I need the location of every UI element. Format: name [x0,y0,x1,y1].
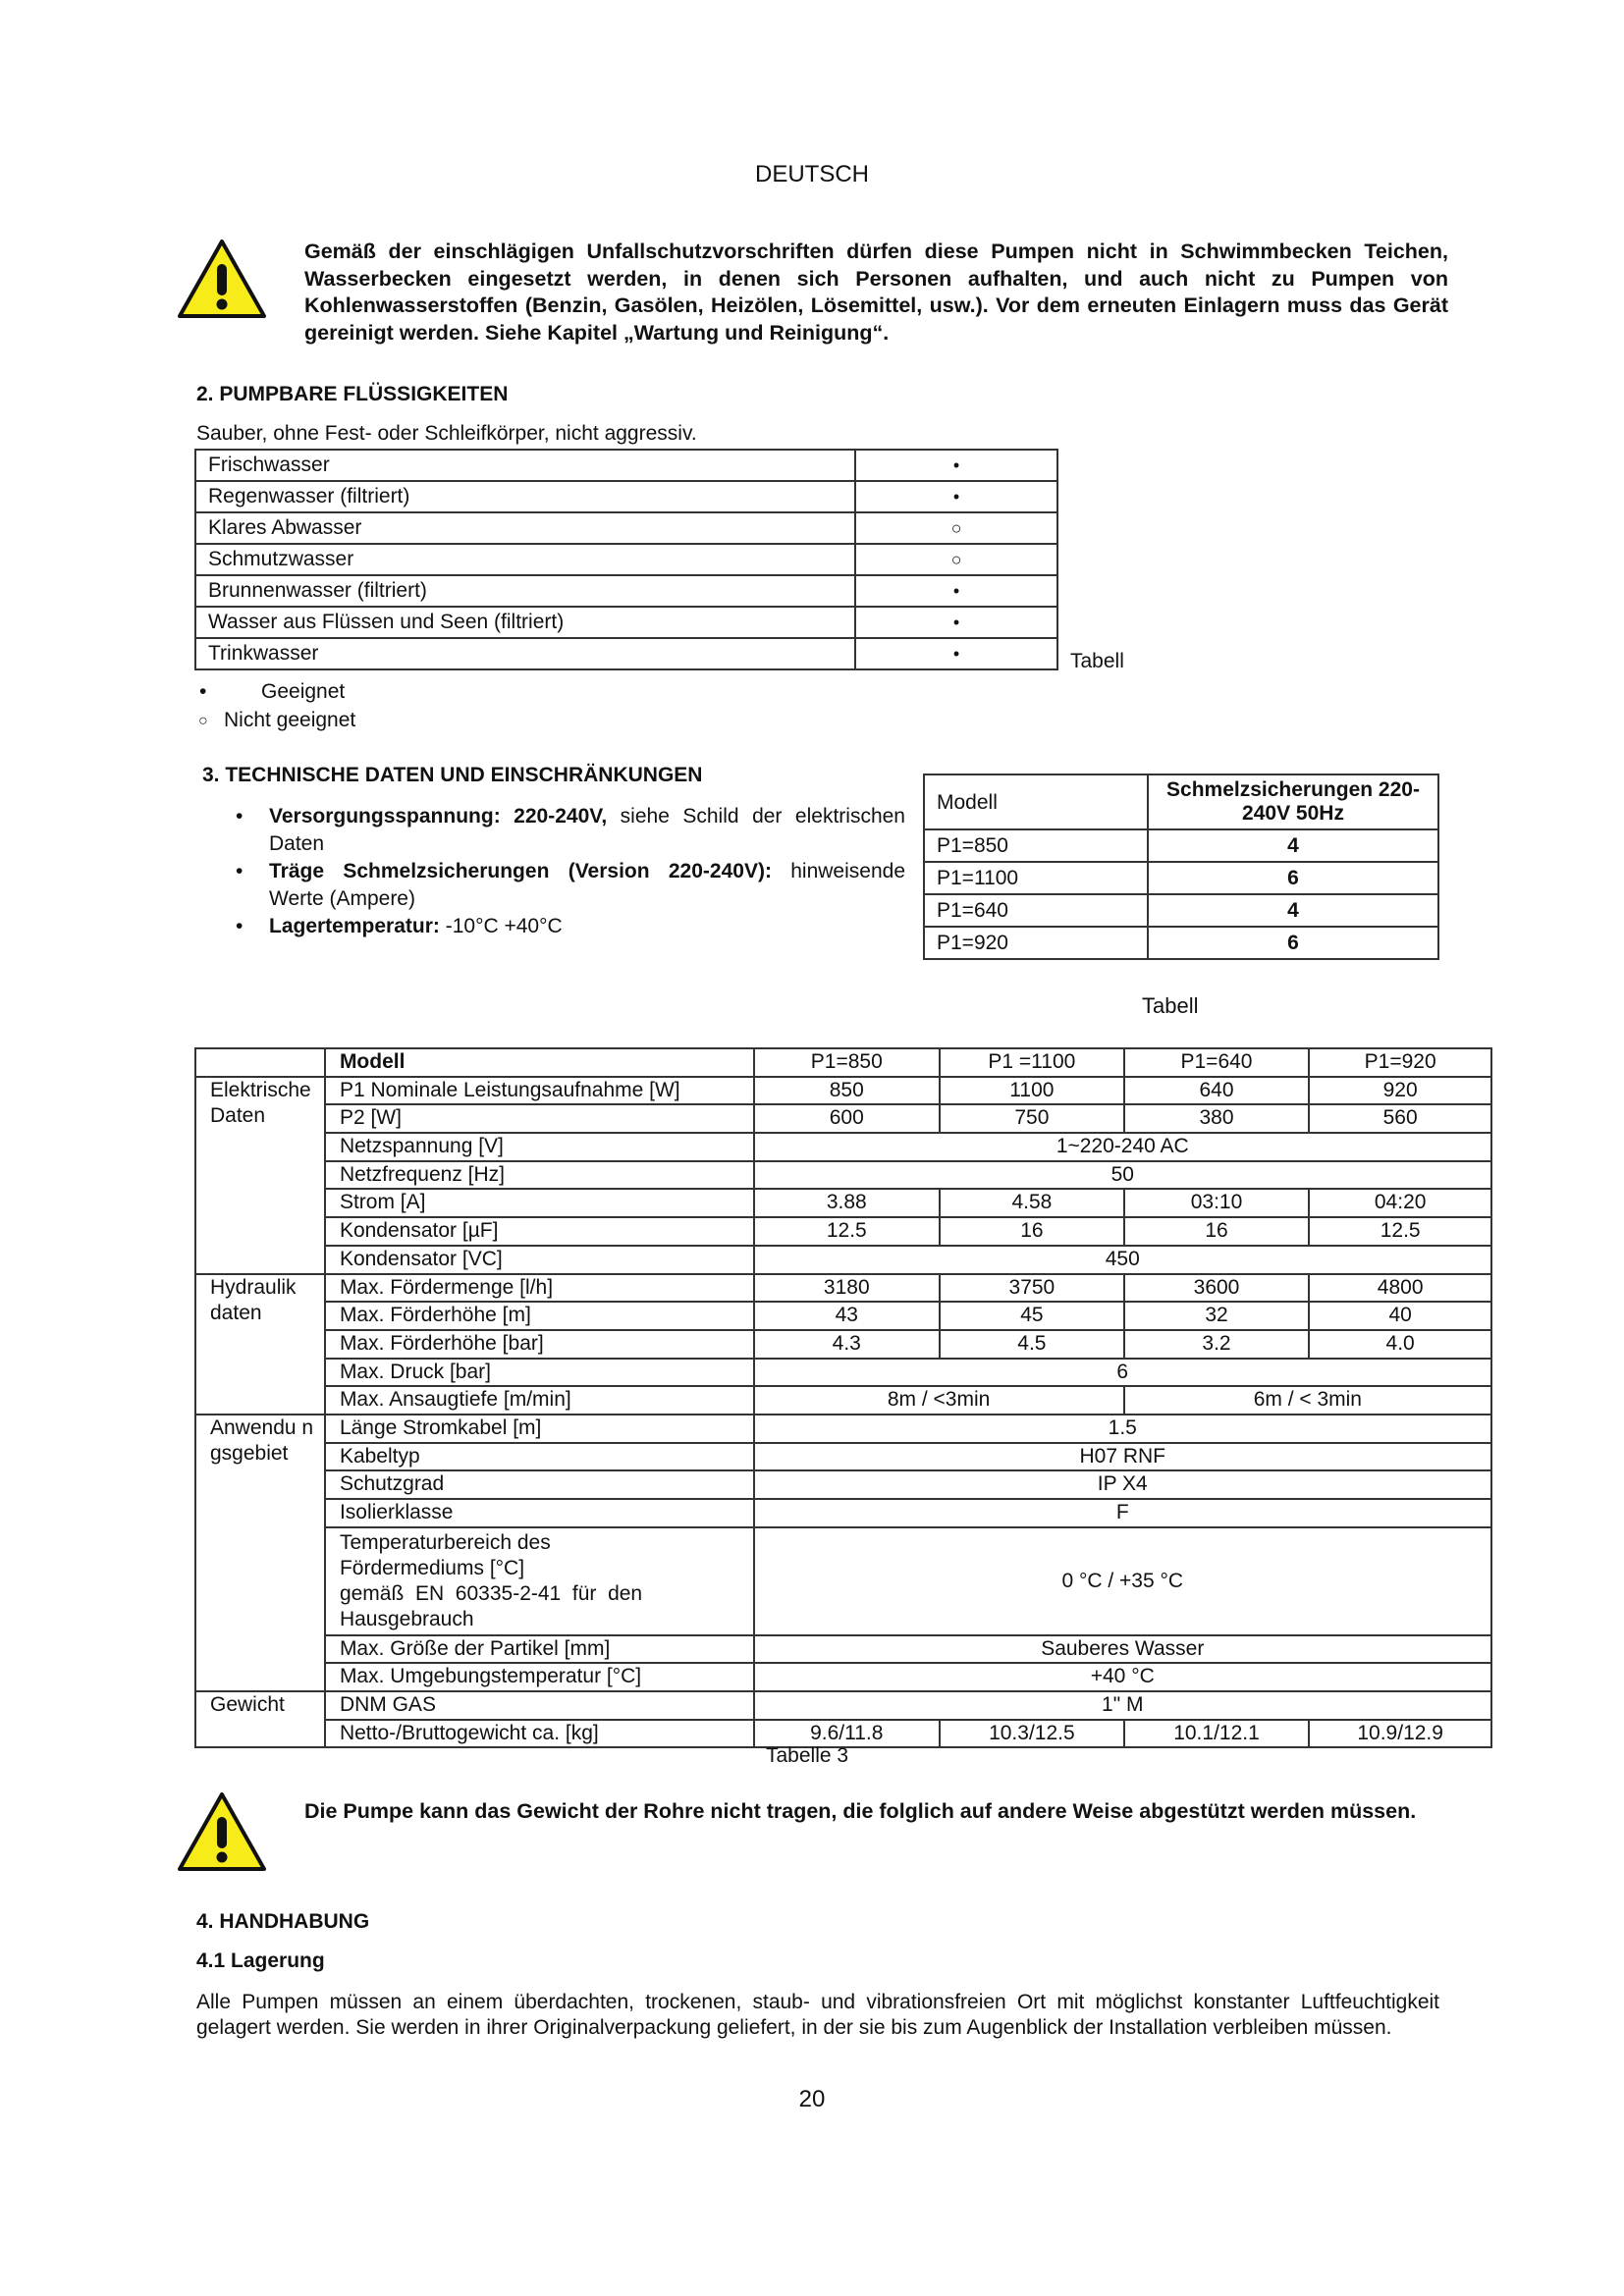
cell-value: 0 °C / +35 °C [754,1527,1492,1635]
section-4-title: 4. HANDHABUNG [196,1910,370,1933]
table-row [924,862,1438,894]
fuse-value: 4 [1148,829,1438,862]
category-empty [195,1048,325,1077]
row-label: Kondensator [µF] [325,1217,754,1246]
model: P1=640 [924,894,1148,927]
cell-value: 4.5 [940,1330,1124,1359]
warning-text-pipes: Die Pumpe kann das Gewicht der Rohre nicht tragen, die folglich auf andere Weise abgestützt werden müssen. [304,1799,1417,1823]
header-model: Modell [325,1048,754,1077]
table-row [195,575,1057,607]
bullet-text: siehe Schild der elektrischen Daten [269,805,905,855]
cell-value: 4.0 [1309,1330,1491,1359]
cell-value: 40 [1309,1302,1491,1330]
tech-data-list [206,803,905,940]
bullet-text: -10°C +40°C [439,915,563,937]
row-label: Max. Umgebungstemperatur [°C] [325,1663,754,1691]
cell-value: 560 [1309,1104,1491,1133]
model: P1=1100 [924,862,1148,894]
table-row [924,927,1438,959]
table-row [195,1443,1491,1471]
row-label: P2 [W] [325,1104,754,1133]
model: P1=850 [924,829,1148,862]
table-row [195,1133,1491,1161]
model-header: P1=850 [754,1048,941,1077]
category-weight: Gewicht [195,1691,325,1747]
legend-suitable-label: Geeignet [261,680,346,703]
cell-value: 3.88 [754,1189,941,1217]
cell-value: 4.3 [754,1330,941,1359]
warning-text-pool: Gemäß der einschlägigen Unfallschutzvorschriften dürfen diese Pumpen nicht in Schwimmbecken Teichen, Wasserbecken eingesetzt werden, in denen sich Personen aufhalten, und auch nicht zu Pumpen von Kohlenwasserstoffen (Benzin, Gasölen, Heizölen, Lösemittel, usw.). Vor dem erneuten Einlagern muss das Gerät gereinigt werden. Siehe Kapitel „Wartung und Reinigung“. [304,240,1448,345]
cell-value: 6m / < 3min [1124,1386,1491,1415]
cell-value: 12.5 [1309,1217,1491,1246]
list-item: • Träge Schmelzsicherungen (Version 220-240V): hinweisende Werte (Ampere) [236,860,905,910]
section-4-1-title: 4.1 Lagerung [196,1949,325,1972]
cell-value: 8m / <3min [754,1386,1124,1415]
cell-value: 4.58 [940,1189,1124,1217]
section-2-intro: Sauber, ohne Fest- oder Schleifkörper, nicht aggressiv. [196,422,697,445]
cell-value: 10.9/12.9 [1309,1720,1491,1748]
row-label: Länge Stromkabel [m] [325,1415,754,1443]
header-model: Modell [924,774,1148,829]
legend-unsuitable-symbol: ○ [198,713,208,729]
table-row [195,1359,1491,1387]
suitability-mark: • [855,481,1057,512]
cell-value: 45 [940,1302,1124,1330]
liquid-name: Regenwasser (filtriert) [195,481,855,512]
cell-value: 43 [754,1302,941,1330]
spec-table-caption: Tabelle 3 [766,1744,849,1767]
row-label: Max. Ansaugtiefe [m/min] [325,1386,754,1415]
cell-value: 1100 [940,1077,1124,1105]
row-label: Isolierklasse [325,1499,754,1527]
row-label: Max. Fördermenge [l/h] [325,1274,754,1303]
liquids-table [194,449,1058,670]
table-row [195,1330,1491,1359]
table-row [195,1161,1491,1190]
warning-triangle-icon [177,1791,267,1872]
cell-value: +40 °C [754,1663,1492,1691]
bullet-bold: Versorgungsspannung: 220-240V, [269,805,608,828]
table-row [195,512,1057,544]
label-line: Hausgebrauch [339,1607,474,1630]
liquid-name: Frischwasser [195,450,855,481]
label-line: Fördermediums [°C] [339,1556,525,1579]
row-label: Max. Förderhöhe [m] [325,1302,754,1330]
cell-value: 50 [754,1161,1492,1190]
page-number: 20 [798,2086,826,2112]
cell-value: 16 [1124,1217,1310,1246]
model-header: P1=920 [1309,1048,1491,1077]
legend-suitable-symbol: • [199,680,207,703]
liquid-name: Brunnenwasser (filtriert) [195,575,855,607]
table-row [195,1189,1491,1217]
table-row [195,1499,1491,1527]
fuse-value: 6 [1148,927,1438,959]
table-row [195,1077,1491,1105]
category-hydraulic: Hydraulik daten [195,1274,325,1415]
row-label: Strom [A] [325,1189,754,1217]
cell-value: 10.3/12.5 [940,1720,1124,1748]
table-row [195,607,1057,638]
table-row [195,638,1057,669]
table-row [195,544,1057,575]
cell-value: 1.5 [754,1415,1492,1443]
table-row [195,1635,1491,1664]
table-row [195,1246,1491,1274]
model: P1=920 [924,927,1148,959]
fuse-value: 4 [1148,894,1438,927]
suitability-mark: ○ [855,512,1057,544]
row-label: Netto-/Bruttogewicht ca. [kg] [325,1720,754,1748]
cell-value: 6 [754,1359,1492,1387]
cell-value: IP X4 [754,1470,1492,1499]
table-row [195,450,1057,481]
row-label: Max. Förderhöhe [bar] [325,1330,754,1359]
language-header: DEUTSCH [754,161,869,187]
spec-table [194,1047,1492,1748]
storage-paragraph: Alle Pumpen müssen an einem überdachten, trockenen, staub- und vibrationsfreien Ort mit möglichst konstanter Luftfeuchtigkeit gelagert werden. Sie werden in ihrer Originalverpackung geliefert, in der sie bis zum Augenblick der Installation verbleiben müssen. [196,1991,1439,2039]
suitability-mark: ○ [855,544,1057,575]
fuse-value: 6 [1148,862,1438,894]
liquid-name: Trinkwasser [195,638,855,669]
list-item: • Lagertemperatur: -10°C +40°C [236,915,563,937]
table-row [195,1302,1491,1330]
warning-triangle-icon [177,239,267,319]
cell-value: 03:10 [1124,1189,1310,1217]
table-row [195,1386,1491,1415]
cell-value: 1" M [754,1691,1492,1720]
table-row [195,1663,1491,1691]
fuse-table-caption: Tabell [1142,993,1199,1018]
bullet-text: hinweisende Werte (Ampere) [269,860,905,910]
legend-unsuitable-label: Nicht geeignet [224,709,356,731]
suitability-mark: • [855,607,1057,638]
model-header: P1=640 [1124,1048,1310,1077]
cell-value: 3.2 [1124,1330,1310,1359]
cell-value: 380 [1124,1104,1310,1133]
label-line: gemäß EN 60335-2-41 für den [339,1581,643,1605]
cell-value: Sauberes Wasser [754,1635,1492,1664]
cell-value: 04:20 [1309,1189,1491,1217]
row-label: P1 Nominale Leistungsaufnahme [W] [325,1077,754,1105]
cell-value: 600 [754,1104,941,1133]
table-row [195,481,1057,512]
row-label: Kabeltyp [325,1443,754,1471]
category-application: Anwendu ngsgebiet [195,1415,325,1691]
suitability-mark: • [855,638,1057,669]
cell-value: 32 [1124,1302,1310,1330]
cell-value: 10.1/12.1 [1124,1720,1310,1748]
table-row [195,1415,1491,1443]
table-header-row [195,1048,1491,1077]
row-label-temperature [325,1527,754,1635]
liquids-table-caption: Tabell [1070,650,1124,672]
row-label: Netzfrequenz [Hz] [325,1161,754,1190]
liquid-name: Wasser aus Flüssen und Seen (filtriert) [195,607,855,638]
table-row [195,1217,1491,1246]
cell-value: 920 [1309,1077,1491,1105]
suitability-mark: • [855,450,1057,481]
table-row [195,1691,1491,1720]
table-row [924,829,1438,862]
cell-value: F [754,1499,1492,1527]
row-label: DNM GAS [325,1691,754,1720]
fuse-table [923,774,1439,960]
table-row [195,1527,1491,1635]
category-electrical: Elektrische Daten [195,1077,325,1274]
row-label: Netzspannung [V] [325,1133,754,1161]
row-label: Schutzgrad [325,1470,754,1499]
cell-value: 3600 [1124,1274,1310,1303]
cell-value: H07 RNF [754,1443,1492,1471]
cell-value: 850 [754,1077,941,1105]
model-header: P1 =1100 [940,1048,1124,1077]
list-item: • Versorgungsspannung: 220-240V, siehe Schild der elektrischen Daten [236,805,905,855]
table-row [195,1104,1491,1133]
cell-value: 3750 [940,1274,1124,1303]
table-header-row [924,774,1438,829]
liquid-name: Klares Abwasser [195,512,855,544]
cell-value: 9.6/11.8 [754,1720,941,1748]
section-2-title: 2. PUMPBARE FLÜSSIGKEITEN [196,383,509,405]
section-3-title: 3. TECHNISCHE DATEN UND EINSCHRÄNKUNGEN [202,764,703,786]
cell-value: 450 [754,1246,1492,1274]
cell-value: 16 [940,1217,1124,1246]
suitability-mark: • [855,575,1057,607]
cell-value: 4800 [1309,1274,1491,1303]
bullet-bold: Träge Schmelzsicherungen (Version 220-240V): [269,860,772,882]
row-label: Max. Druck [bar] [325,1359,754,1387]
cell-value: 12.5 [754,1217,941,1246]
cell-value: 1~220-240 AC [754,1133,1492,1161]
table-row [195,1274,1491,1303]
bullet-bold: Lagertemperatur: [269,915,440,937]
row-label: Kondensator [VC] [325,1246,754,1274]
header-fuse: Schmelzsicherungen 220-240V 50Hz [1148,774,1438,829]
label-line: Temperaturbereich des [339,1530,551,1554]
cell-value: 640 [1124,1077,1310,1105]
cell-value: 3180 [754,1274,941,1303]
table-row [924,894,1438,927]
row-label: Max. Größe der Partikel [mm] [325,1635,754,1664]
cell-value: 750 [940,1104,1124,1133]
table-row [195,1470,1491,1499]
liquid-name: Schmutzwasser [195,544,855,575]
